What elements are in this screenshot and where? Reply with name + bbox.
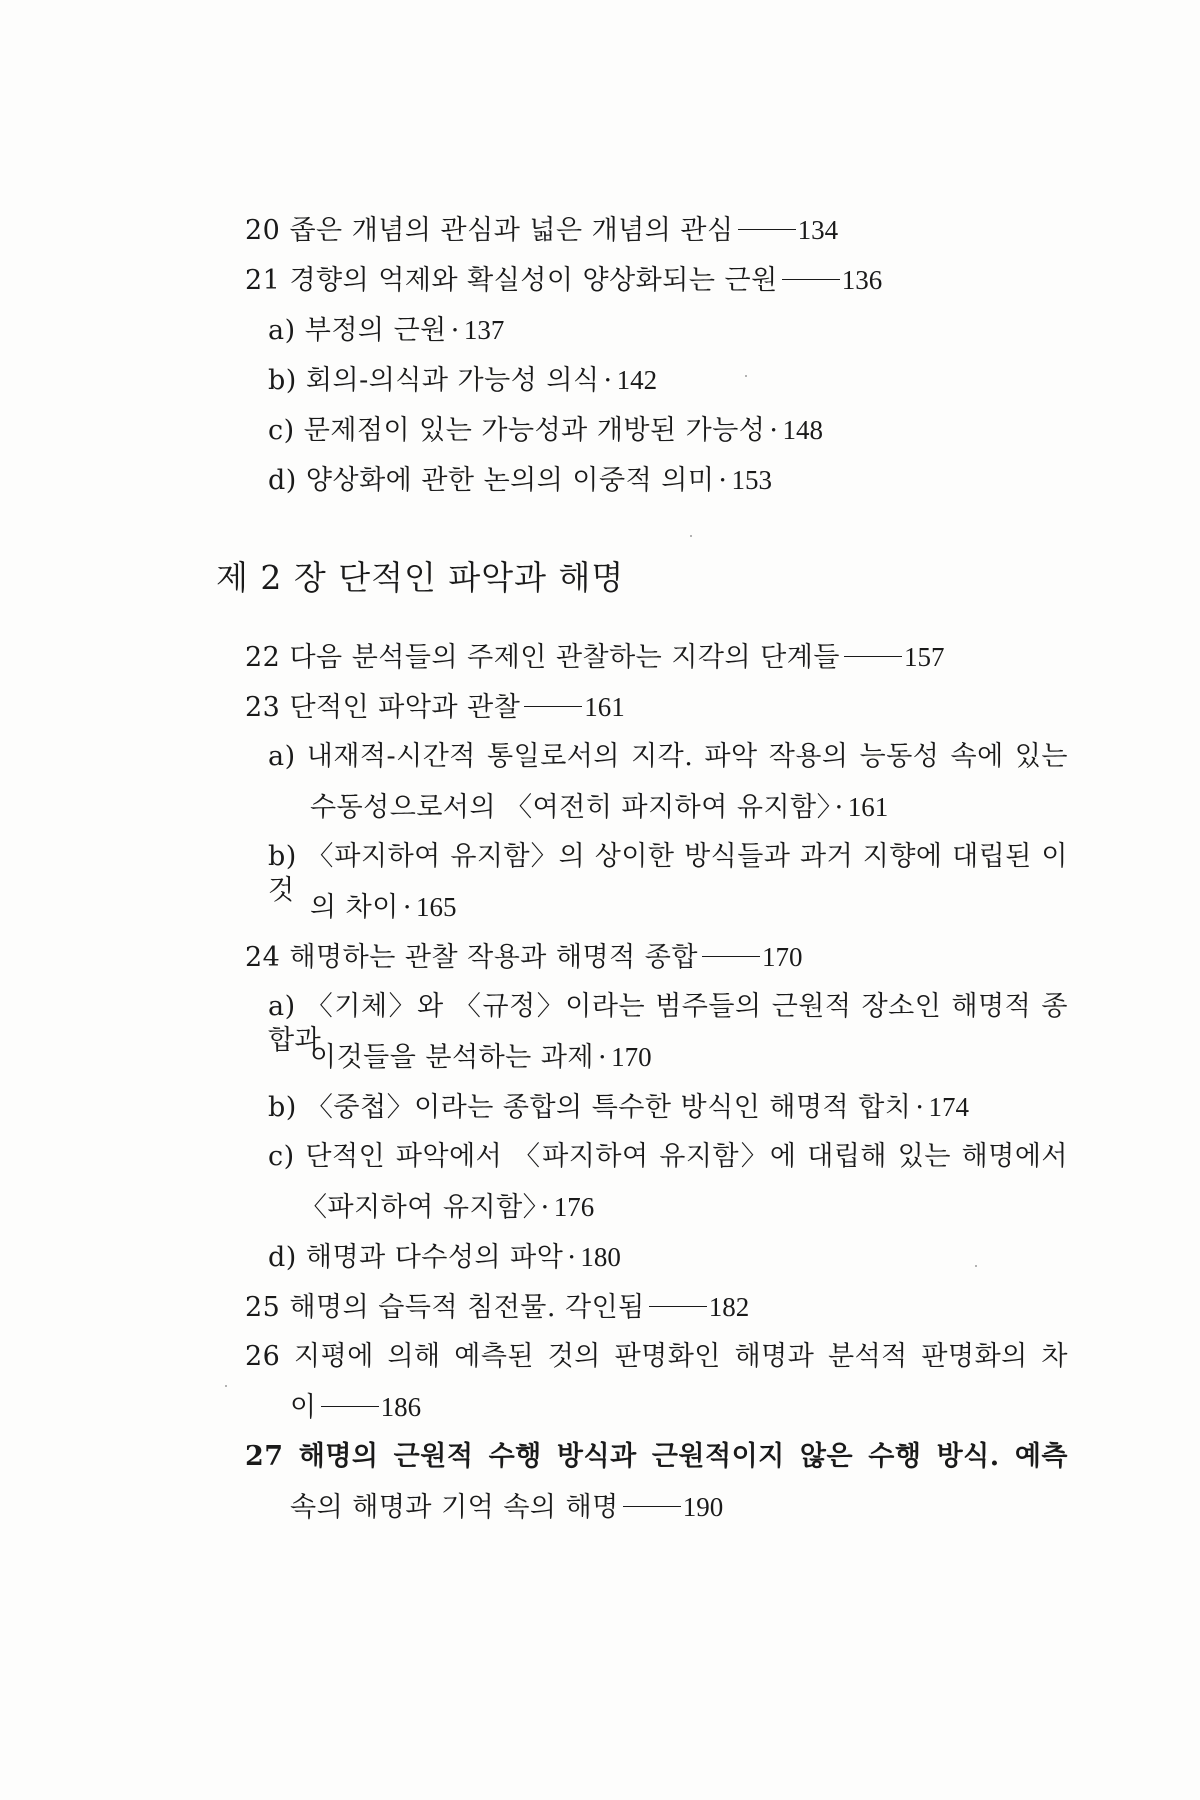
- toc-entry-27-line1: [245, 1440, 1068, 1474]
- entry-page: 170: [761, 942, 803, 972]
- entry-title: 좁은 개념의 관심과 넓은 개념의 관심: [289, 215, 734, 246]
- leader-dash: [782, 279, 840, 280]
- entry-title: 해명의 습득적 침전물. 각인됨: [289, 1292, 645, 1323]
- separator-dot: ·: [402, 892, 412, 923]
- entry-title: 경향의 억제와 확실성이 양상화되는 근원: [289, 265, 778, 296]
- leader-dash: [623, 1506, 681, 1507]
- separator-dot: ·: [603, 365, 613, 396]
- sub-title: 문제점이 있는 가능성과 개방된 가능성: [303, 415, 766, 446]
- sub-page: 161: [847, 792, 889, 822]
- scan-speck: [690, 535, 692, 537]
- toc-sub-23a-line1: a) 내재적-시간적 통일로서의 지각. 파악 작용의 능동성 속에 있는: [268, 741, 1068, 772]
- toc-sub-21a: [268, 313, 504, 348]
- toc-entry-25: [245, 1290, 749, 1325]
- toc-sub-21d: [268, 463, 772, 498]
- separator-dot: ·: [598, 1042, 608, 1073]
- separator-dot: ·: [718, 465, 728, 496]
- separator-dot: ·: [915, 1092, 925, 1123]
- toc-sub-24c-line1: c) 단적인 파악에서 〈파지하여 유지함〉에 대립해 있는 해명에서: [268, 1141, 1068, 1172]
- separator-dot: ·: [450, 315, 460, 346]
- entry-number: 21: [245, 265, 281, 296]
- sub-label: d): [268, 465, 297, 496]
- scan-speck: [225, 1385, 227, 1387]
- sub-label: a): [268, 315, 296, 346]
- sub-title: 의 차이: [310, 892, 399, 923]
- entry-number: 27: [245, 1441, 284, 1472]
- leader-dash: [702, 956, 760, 957]
- sub-page: 142: [616, 365, 658, 395]
- sub-page: 176: [553, 1192, 595, 1222]
- entry-page: 161: [584, 692, 625, 722]
- sub-page: 153: [731, 465, 772, 495]
- sub-title: b) 〈중첩〉이라는 종합의 특수한 방식인 해명적 합치: [268, 1092, 912, 1123]
- sub-title: 회의-의식과 가능성 의식: [305, 365, 600, 396]
- separator-dot: ·: [834, 792, 844, 823]
- toc-sub-23b-line1: b) 〈파지하여 유지함〉의 상이한 방식들과 과거 지향에 대립된 이것: [268, 841, 1068, 906]
- sub-label: b): [268, 365, 297, 396]
- leader-dash: [649, 1306, 707, 1307]
- sub-title: 양상화에 관한 논의의 이중적 의미: [305, 465, 715, 496]
- toc-sub-21b: [268, 363, 657, 398]
- entry-title: 해명의 근원적 수행 방식과 근원적이지 않은 수행 방식. 예측: [298, 1441, 1068, 1472]
- sub-page: 170: [611, 1042, 652, 1072]
- sub-page: 180: [580, 1242, 621, 1272]
- entry-page: 186: [380, 1392, 422, 1422]
- toc-sub-23a-line2: [310, 790, 888, 825]
- entry-number: 25: [245, 1292, 281, 1323]
- scan-speck: [745, 375, 747, 377]
- leader-dash: [321, 1406, 379, 1407]
- toc-entry-22: [245, 640, 944, 675]
- sub-page: 148: [782, 415, 823, 445]
- toc-sub-24c-line2: [300, 1190, 594, 1225]
- entry-title: 속의 해명과 기억 속의 해명: [290, 1492, 619, 1523]
- toc-entry-26-line1: [245, 1340, 1068, 1374]
- sub-title: d) 해명과 다수성의 파악: [268, 1242, 564, 1273]
- sub-title: 부정의 근원: [304, 315, 447, 346]
- scan-speck: [975, 1265, 977, 1267]
- sub-page: 137: [463, 315, 505, 345]
- sub-label: c): [268, 415, 295, 446]
- toc-sub-24d: [268, 1240, 621, 1275]
- entry-page: 157: [903, 642, 945, 672]
- entry-title: 단적인 파악과 관찰: [289, 692, 521, 723]
- toc-sub-24a-line1: a) 〈기체〉와 〈규정〉이라는 범주들의 근원적 장소인 해명적 종합과: [268, 991, 1068, 1056]
- toc-entry-23: [245, 690, 625, 725]
- toc-entry-24: [245, 940, 802, 975]
- entry-title: 지평에 의해 예측된 것의 판명화인 해명과 분석적 판명화의 차: [294, 1341, 1068, 1372]
- leader-dash: [844, 656, 902, 657]
- entry-title: 해명하는 관찰 작용과 해명적 종합: [289, 942, 698, 973]
- toc-entry-27-line2: [290, 1490, 723, 1525]
- leader-dash: [738, 229, 796, 230]
- sub-page: 165: [415, 892, 457, 922]
- sub-page: 174: [928, 1092, 969, 1122]
- sub-title: 〈파지하여 유지함〉: [300, 1192, 537, 1223]
- separator-dot: ·: [769, 415, 779, 446]
- entry-title: 이: [290, 1392, 317, 1423]
- toc-entry-26-line2: [290, 1390, 421, 1425]
- separator-dot: ·: [567, 1242, 577, 1273]
- separator-dot: ·: [540, 1192, 550, 1223]
- chapter-heading: 제 2 장 단적인 파악과 해명: [216, 558, 625, 597]
- entry-number: 23: [245, 692, 281, 723]
- toc-sub-24b: [268, 1090, 969, 1125]
- toc-entry-21: [245, 263, 882, 298]
- leader-dash: [524, 706, 582, 707]
- sub-title: 이것들을 분석하는 과제: [310, 1042, 594, 1073]
- toc-sub-24a-line2: [310, 1040, 652, 1075]
- entry-page: 182: [708, 1292, 750, 1322]
- entry-number: 22: [245, 642, 281, 673]
- toc-sub-23b-line2: [310, 890, 456, 925]
- toc-sub-21c: [268, 413, 823, 448]
- toc-entry-20: [245, 213, 838, 248]
- entry-page: 136: [841, 265, 883, 295]
- entry-number: 20: [245, 215, 281, 246]
- entry-page: 190: [682, 1492, 724, 1522]
- entry-title: 다음 분석들의 주제인 관찰하는 지각의 단계들: [289, 642, 840, 673]
- entry-number: 24: [245, 942, 281, 973]
- entry-page: 134: [797, 215, 839, 245]
- entry-number: 26: [245, 1341, 281, 1372]
- sub-title: 수동성으로서의 〈여전히 파지하여 유지함〉: [310, 792, 831, 823]
